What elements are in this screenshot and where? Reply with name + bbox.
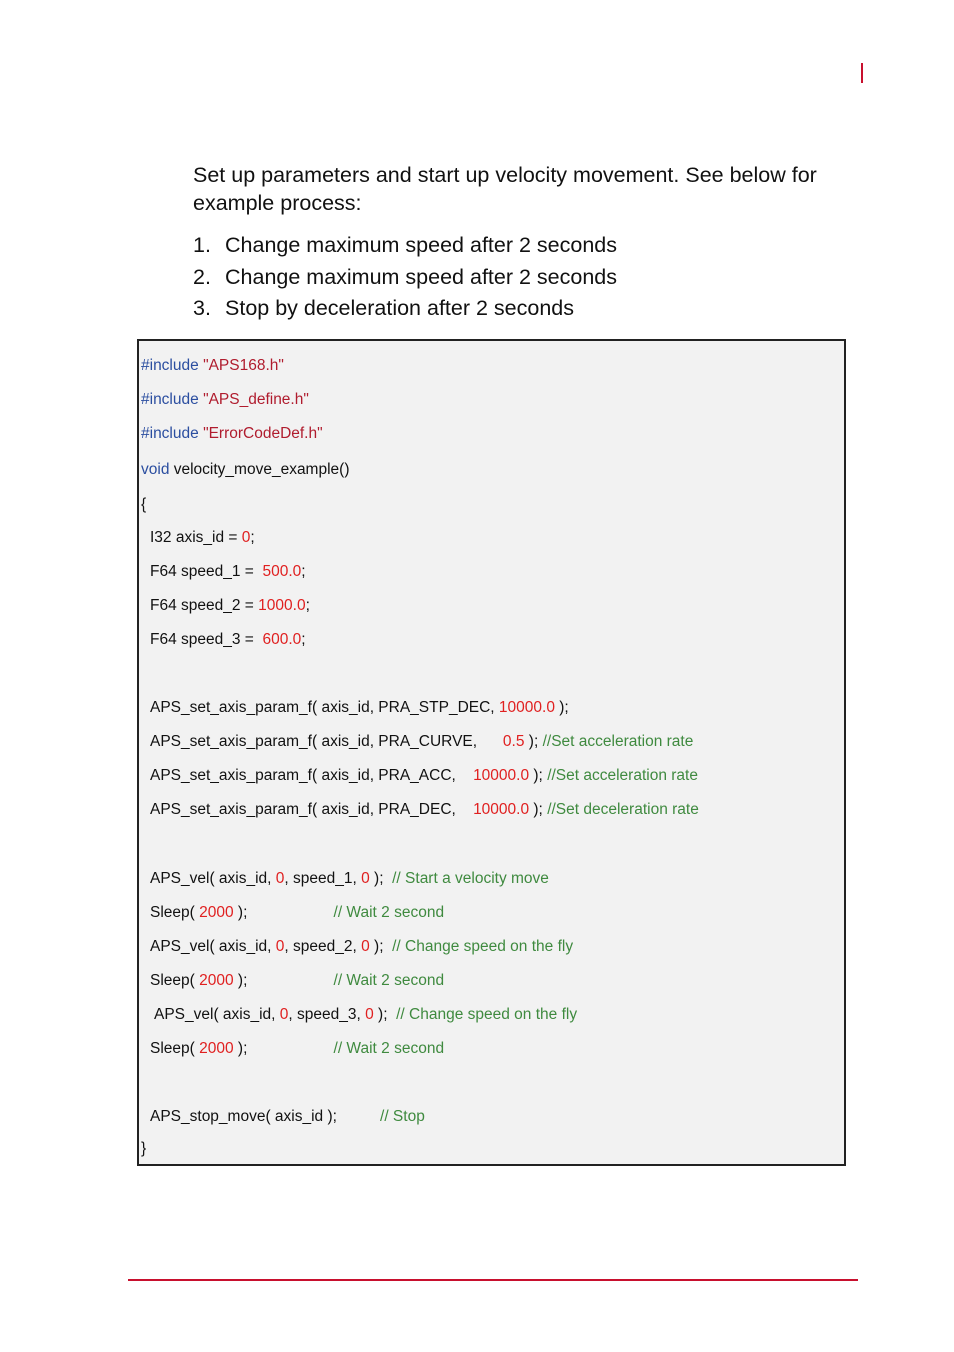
code-line-decl: F64 speed_1 = 500.0;: [150, 563, 306, 580]
code-line-include: #include "APS_define.h": [141, 391, 309, 408]
code-line-param: APS_set_axis_param_f( axis_id, PRA_CURVE, 0.5 ); //Set acceleration rate: [150, 733, 694, 750]
intro-paragraph: Set up parameters and start up velocity movement. See below for example process:: [193, 163, 817, 215]
code-line-sleep: Sleep( 2000 ); // Wait 2 second: [150, 972, 445, 989]
footer-rule: [128, 1279, 858, 1281]
code-block: [137, 339, 846, 1166]
step-text: Stop by deceleration after 2 seconds: [225, 296, 574, 320]
code-line-include: #include "APS168.h": [141, 357, 284, 374]
list-item: [193, 262, 617, 294]
code-line-sleep: Sleep( 2000 ); // Wait 2 second: [150, 1040, 445, 1057]
list-item: [193, 293, 617, 325]
code-line-decl: I32 axis_id = 0;: [150, 529, 255, 546]
code-line-function: void velocity_move_example(): [141, 461, 350, 478]
code-line-open-brace: {: [141, 496, 147, 513]
code-line-close-brace: }: [141, 1140, 147, 1157]
list-item: [193, 230, 617, 262]
code-line-vel: APS_vel( axis_id, 0, speed_3, 0 ); // Change speed on the fly: [154, 1006, 578, 1023]
code-line-param: APS_set_axis_param_f( axis_id, PRA_DEC, 10000.0 ); //Set deceleration rate: [150, 801, 699, 818]
code-line-vel: APS_vel( axis_id, 0, speed_1, 0 ); // Start a velocity move: [150, 870, 549, 887]
code-line-decl: F64 speed_2 = 1000.0;: [150, 597, 310, 614]
header-marker: [861, 63, 863, 83]
step-number: 3.: [193, 296, 211, 320]
code-line-stop: APS_stop_move( axis_id ); // Stop: [150, 1108, 425, 1125]
code-line-param: APS_set_axis_param_f( axis_id, PRA_ACC, 10000.0 ); //Set acceleration rate: [150, 767, 698, 784]
step-number: 1.: [193, 233, 211, 257]
code-line-param: APS_set_axis_param_f( axis_id, PRA_STP_DEC, 10000.0 );: [150, 699, 569, 716]
code-line-sleep: Sleep( 2000 ); // Wait 2 second: [150, 904, 445, 921]
steps-list: [193, 230, 617, 325]
step-text: Change maximum speed after 2 seconds: [225, 233, 617, 257]
code-line-include: #include "ErrorCodeDef.h": [141, 425, 323, 442]
code-line-vel: APS_vel( axis_id, 0, speed_2, 0 ); // Change speed on the fly: [150, 938, 574, 955]
step-number: 2.: [193, 264, 211, 289]
step-text: Change maximum speed after 2 seconds: [225, 264, 617, 289]
code-line-decl: F64 speed_3 = 600.0;: [150, 631, 306, 648]
